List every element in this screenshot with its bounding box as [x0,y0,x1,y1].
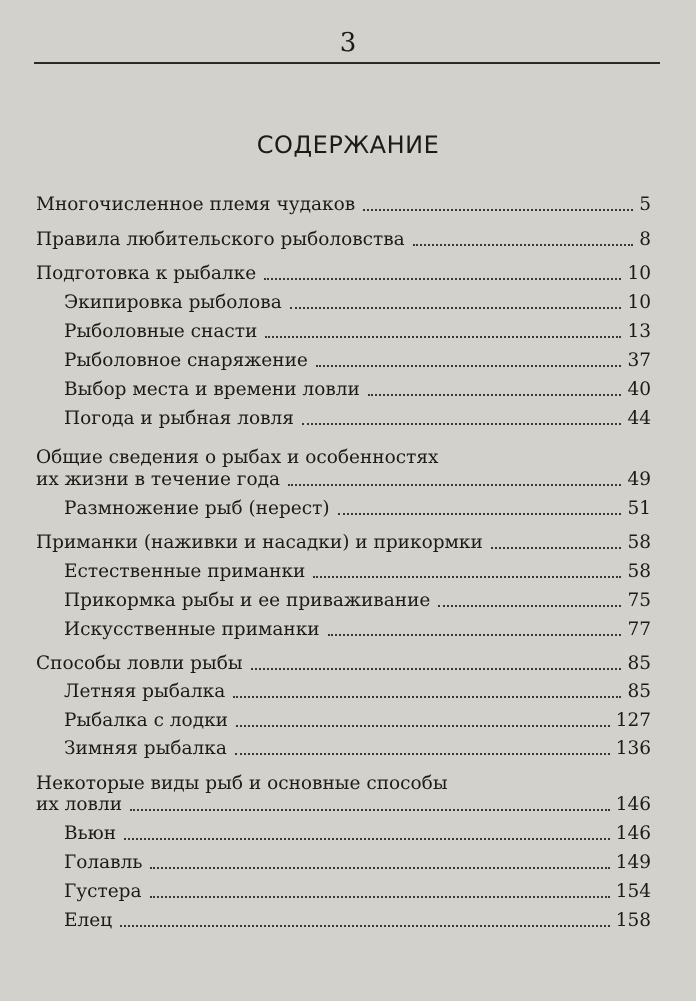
toc-entry-title: Размножение рыб (нерест) [64,498,330,519]
toc-leader-dots [236,725,610,727]
toc-entry-title: их ловли [36,794,123,815]
toc-entry-page: 146 [615,794,651,815]
toc-leader-dots [338,513,622,515]
toc-subentry [64,822,651,846]
toc-entry-page: 10 [627,263,651,284]
toc-leader-dots [251,668,622,670]
toc-entry [36,531,651,555]
toc-entry-title: Вьюн [64,823,117,844]
toc-leader-dots [124,838,610,840]
toc-leader-dots [150,896,610,898]
toc-subentry [64,709,651,733]
toc-leader-dots [413,244,634,246]
toc-entry-title: Рыболовные снасти [64,321,258,342]
toc-entry-page: 58 [627,561,651,582]
toc-subentry [64,737,651,761]
toc-leader-dots [264,278,621,280]
toc-entry-title: Многочисленное племя чудаков [36,194,356,215]
toc-entry-title: Экипировка рыболова [64,292,282,313]
toc-entry-title: Голавль [64,852,143,873]
toc-subentry [64,349,651,373]
toc-entry-title: Приманки (наживки и насадки) и прикормки [36,532,483,553]
toc-subentry [64,320,651,344]
toc-entry-page: 49 [627,469,651,490]
toc-entry-title: их жизни в течение года [36,469,281,490]
toc-entry-title: Рыболовное снаряжение [64,350,308,371]
toc-entry-page: 58 [627,532,651,553]
toc-leader-dots [328,634,622,636]
toc-leader-dots [288,484,621,486]
toc-entry-title: Способы ловли рыбы [36,653,243,674]
toc-leader-dots [368,394,622,396]
toc-entry-page: 51 [627,498,651,519]
toc-entry-page: 77 [627,619,651,640]
toc-leader-dots [290,307,622,309]
toc-entry-title-line1: Общие сведения о рыбах и особенностях [36,447,439,468]
toc-entry [36,193,651,217]
toc-entry [36,262,651,286]
toc-subentry [64,880,651,904]
toc-entry [36,793,651,817]
toc-subentry [64,378,651,402]
header-rule [34,62,660,64]
toc-subentry [64,851,651,875]
toc-subentry [64,497,651,521]
toc-entry-title: Густера [64,881,142,902]
toc-entry-page: 37 [627,350,651,371]
toc-entry-title: Рыбалка с лодки [64,710,228,731]
toc-entry-page: 5 [639,194,651,215]
toc-entry-title: Погода и рыбная ловля [64,408,294,429]
toc-entry-title: Прикормка рыбы и ее приваживание [64,590,431,611]
toc-leader-dots [438,605,621,607]
toc-entry-title: Елец [64,910,113,931]
toc-entry-page: 75 [627,590,651,611]
toc-entry-title: Искусственные приманки [64,619,320,640]
toc-subentry [64,680,651,704]
toc-leader-dots [316,365,622,367]
toc-entry-page: 85 [627,653,651,674]
toc-leader-dots [233,696,621,698]
toc-leader-dots [150,867,609,869]
toc-entry [36,652,651,676]
toc-subentry [64,909,651,933]
toc-entry-page: 158 [615,910,651,931]
toc-entry-title: Выбор места и времени ловли [64,379,360,400]
toc-leader-dots [491,547,622,549]
page-number: 3 [339,28,357,58]
toc-leader-dots [302,423,621,425]
toc-entry-title: Правила любительского рыболовства [36,229,405,250]
toc-entry-page: 44 [627,408,651,429]
toc-entry-page: 10 [627,292,651,313]
toc-entry-page: 146 [615,823,651,844]
toc-leader-dots [130,809,610,811]
toc-entry-title: Летняя рыбалка [64,681,226,702]
toc-entry-title: Естественные приманки [64,561,306,582]
toc-leader-dots [363,209,633,211]
toc-entry-title: Подготовка к рыбалке [36,263,257,284]
toc-entry-page: 13 [627,321,651,342]
toc-leader-dots [235,753,610,755]
toc-leader-dots [313,576,621,578]
toc-entry [36,468,651,492]
toc-entry-page: 8 [639,229,651,250]
toc-subentry [64,407,651,431]
toc-title: СОДЕРЖАНИЕ [256,131,440,159]
toc-entry-page: 149 [615,852,651,873]
toc-entry-title-line1: Некоторые виды рыб и основные способы [36,773,448,794]
toc-subentry [64,560,651,584]
toc-entry [36,228,651,252]
toc-entry-page: 154 [615,881,651,902]
toc-entry-title: Зимняя рыбалка [64,738,227,759]
toc-leader-dots [120,925,610,927]
toc-leader-dots [265,336,621,338]
toc-subentry [64,618,651,642]
toc-entry-page: 40 [627,379,651,400]
toc-entry-page: 85 [627,681,651,702]
toc-entry-page: 127 [615,710,651,731]
toc-entry-page: 136 [615,738,651,759]
toc-subentry [64,589,651,613]
toc-subentry [64,291,651,315]
